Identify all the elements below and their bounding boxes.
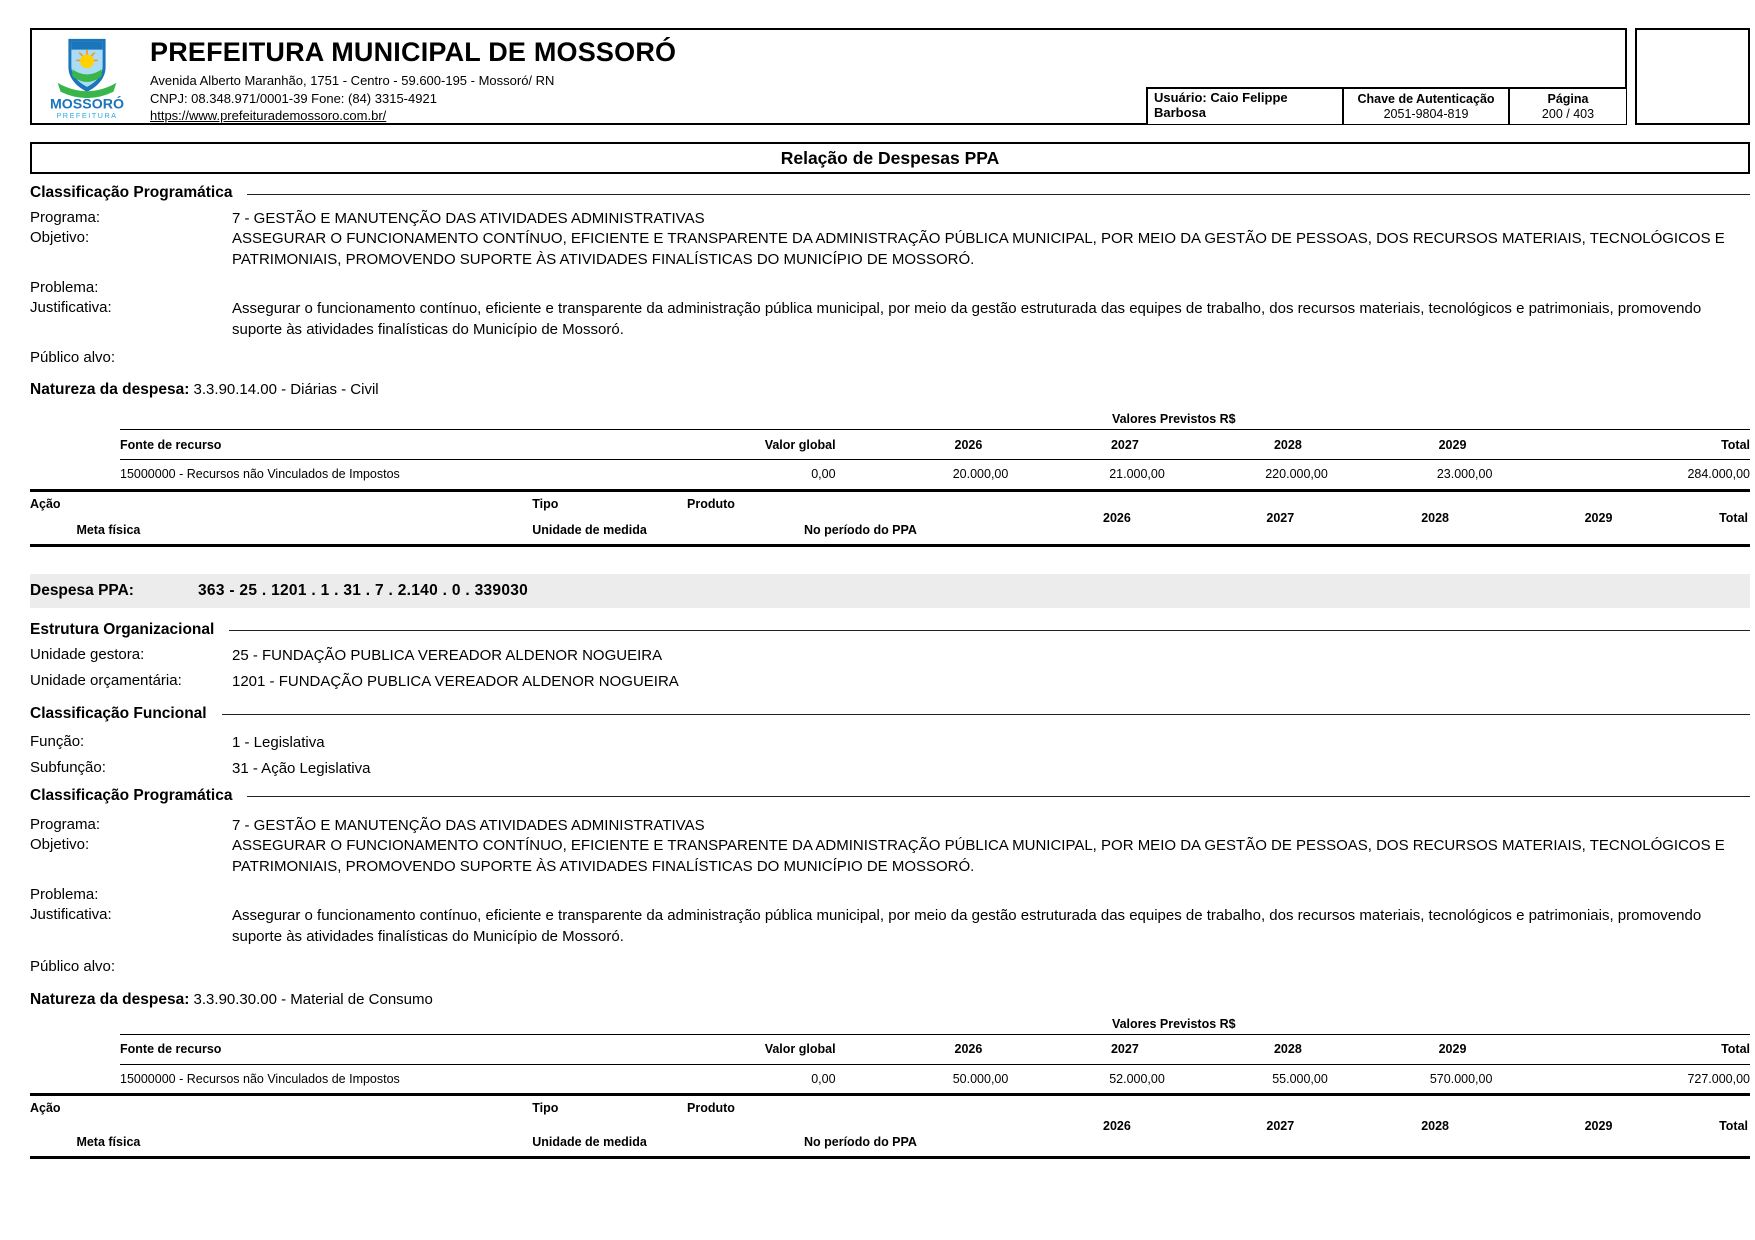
field-value: 1201 - FUNDAÇÃO PUBLICA VEREADOR ALDENOR NOGUEIRA xyxy=(232,672,679,690)
cell-2029: 23.000,00 xyxy=(1436,467,1493,482)
cell-fonte: 15000000 - Recursos não Vinculados de Impostos xyxy=(120,467,400,482)
field-label: Unidade gestora: xyxy=(30,645,145,663)
no-periodo-ppa-label: No período do PPA xyxy=(804,522,917,537)
valores-previstos-title: Valores Previstos R$ xyxy=(1111,412,1236,426)
col-fonte-recurso: Fonte de recurso xyxy=(120,437,222,452)
field-problema xyxy=(30,278,1750,298)
field-subfuncao xyxy=(30,758,1750,778)
website-link[interactable]: https://www.prefeiturademossoro.com.br/ xyxy=(150,108,387,123)
acao-col-2027: 2027 xyxy=(1266,510,1295,525)
natureza-despesa-line xyxy=(30,381,1750,399)
field-label: Programa: xyxy=(30,815,101,833)
meta-fisica-label: Meta física xyxy=(76,1135,141,1149)
field-publico-alvo xyxy=(30,957,1750,977)
field-funcao xyxy=(30,732,1750,752)
section-classificacao-programatica-2 xyxy=(30,786,1750,806)
field-label: Justificativa: xyxy=(30,905,112,923)
page-header xyxy=(30,0,1750,125)
field-justificativa xyxy=(30,298,1750,340)
field-label: Função: xyxy=(30,732,85,750)
section-classificacao-programatica xyxy=(30,183,1750,203)
valores-previstos-title: Valores Previstos R$ xyxy=(1111,1016,1236,1031)
produto-label: Produto xyxy=(687,496,735,511)
field-value: 25 - FUNDAÇÃO PUBLICA VEREADOR ALDENOR NOGUEIRA xyxy=(232,646,663,664)
divider-thick xyxy=(30,544,1750,547)
logo-name-text: MOSSORÓ xyxy=(49,96,125,113)
heading-rule xyxy=(247,796,1750,797)
despesa-ppa-label: Despesa PPA: xyxy=(30,581,134,599)
acao-col-2026: 2026 xyxy=(1103,510,1131,525)
col-valor-global: Valor global xyxy=(764,437,836,452)
col-2028: 2028 xyxy=(1273,1042,1302,1056)
section-heading: Classificação Funcional xyxy=(30,704,207,722)
col-total: Total xyxy=(1721,437,1750,452)
field-value: ASSEGURAR O FUNCIONAMENTO CONTÍNUO, EFICIENTE E TRANSPARENTE DA ADMINISTRAÇÃO PÚBLICA MUNICIPAL, POR MEIO DA GESTÃO DE PESSOAS, DOS RECURSOS MATERIAIS, TECNOLÓGICOS E PATRIMONIAIS, PROMOVENDO SUPORTE ÀS ATIVIDADES FINALÍSTICAS DO MUNICÍPIO DE MOSSORÓ. xyxy=(232,230,1725,268)
field-value xyxy=(232,885,1750,905)
col-2029: 2029 xyxy=(1438,437,1467,452)
auth-key-label: Chave de Autenticação xyxy=(1357,91,1495,106)
mossoro-coat-of-arms-logo xyxy=(44,34,130,124)
page-number-label: Página xyxy=(1547,91,1589,106)
field-programa xyxy=(30,815,1750,835)
field-value: 1 - Legislativa xyxy=(232,733,325,751)
header-meta-table xyxy=(1146,87,1626,124)
section-heading: Classificação Programática xyxy=(30,786,233,804)
cell-2029: 570.000,00 xyxy=(1429,1071,1493,1086)
field-label: Justificativa: xyxy=(30,299,112,316)
field-label: Problema: xyxy=(30,279,99,296)
page-number-value: 200 / 403 xyxy=(1541,106,1595,121)
produto-label: Produto xyxy=(687,1101,735,1115)
col-2027: 2027 xyxy=(1110,437,1139,452)
page-number-cell xyxy=(1510,89,1626,124)
cell-2026: 20.000,00 xyxy=(952,467,1009,482)
section-classificacao-funcional xyxy=(30,704,1750,724)
section-heading: Classificação Programática xyxy=(30,184,233,201)
field-objetivo xyxy=(30,835,1750,877)
field-label: Programa: xyxy=(30,209,101,226)
heading-rule xyxy=(229,630,1750,631)
field-label: Subfunção: xyxy=(30,758,106,776)
field-justificativa xyxy=(30,905,1750,947)
divider-thick xyxy=(30,1156,1750,1159)
field-value xyxy=(232,278,1750,298)
unidade-medida-label: Unidade de medida xyxy=(532,522,647,537)
field-label: Objetivo: xyxy=(30,835,90,853)
field-value xyxy=(232,348,1750,368)
col-total: Total xyxy=(1721,1042,1750,1056)
col-fonte-recurso: Fonte de recurso xyxy=(120,1042,222,1056)
acao-label: Ação xyxy=(30,496,61,511)
user-cell: Usuário: Caio Felippe Barbosa xyxy=(1148,89,1344,124)
field-label: Problema: xyxy=(30,885,99,903)
acao-header-block xyxy=(30,492,1750,544)
header-box xyxy=(30,28,1627,125)
field-label: Unidade orçamentária: xyxy=(30,671,182,689)
cell-2028: 55.000,00 xyxy=(1272,1071,1328,1086)
fontes-table-2 xyxy=(120,1034,1750,1094)
header-gap xyxy=(1627,28,1635,125)
field-label: Público alvo: xyxy=(30,349,116,366)
field-value: Assegurar o funcionamento contínuo, eficiente e transparente da administração pública municipal, por meio da gestão estruturada das equipes de trabalho, dos recursos materiais, tecnológicos e patrimoniais, promovendo suporte às atividades finalísticas do Município de Mossoró. xyxy=(232,906,1702,945)
cell-total: 284.000,00 xyxy=(1687,467,1750,482)
table-row xyxy=(120,460,1750,489)
field-unidade-orcamentaria xyxy=(30,671,1750,691)
section-heading: Estrutura Organizacional xyxy=(30,620,215,638)
natureza-value: 3.3.90.14.00 - Diárias - Civil xyxy=(193,381,379,398)
organization-address: Avenida Alberto Maranhão, 1751 - Centro - 59.600-195 - Mossoró/ RN xyxy=(150,73,555,88)
field-objetivo xyxy=(30,228,1750,270)
cell-valor-global: 0,00 xyxy=(811,467,836,482)
auth-key-cell xyxy=(1344,89,1510,124)
field-value: 7 - GESTÃO E MANUTENÇÃO DAS ATIVIDADES ADMINISTRATIVAS xyxy=(232,210,705,227)
col-2028: 2028 xyxy=(1273,437,1302,452)
acao-col-2028: 2028 xyxy=(1421,1119,1449,1133)
cell-2028: 220.000,00 xyxy=(1265,467,1328,482)
field-value: Assegurar o funcionamento contínuo, eficiente e transparente da administração pública municipal, por meio da gestão estruturada das equipes de trabalho, dos recursos materiais, tecnológicos e patrimoniais, promovendo suporte às atividades finalísticas do Município de Mossoró. xyxy=(232,300,1702,338)
section-estrutura-organizacional xyxy=(30,620,1750,640)
fontes-table-header-row xyxy=(120,1034,1750,1064)
col-2026: 2026 xyxy=(954,1042,983,1056)
no-periodo-ppa-label: No período do PPA xyxy=(804,1135,917,1149)
organization-title: PREFEITURA MUNICIPAL DE MOSSORÓ xyxy=(150,37,677,67)
field-unidade-gestora xyxy=(30,645,1750,665)
col-valor-global: Valor global xyxy=(764,1042,836,1056)
col-2026: 2026 xyxy=(954,437,983,452)
cell-valor-global: 0,00 xyxy=(811,1071,836,1086)
despesa-ppa-band xyxy=(30,574,1750,608)
field-value: ASSEGURAR O FUNCIONAMENTO CONTÍNUO, EFICIENTE E TRANSPARENTE DA ADMINISTRAÇÃO PÚBLICA MUNICIPAL, POR MEIO DA GESTÃO DE PESSOAS, DOS RECURSOS MATERIAIS, TECNOLÓGICOS E PATRIMONIAIS, PROMOVENDO SUPORTE ÀS ATIVIDADES FINALÍSTICAS DO MUNICÍPIO DE MOSSORÓ. xyxy=(232,836,1725,875)
field-publico-alvo xyxy=(30,348,1750,368)
natureza-label: Natureza da despesa: xyxy=(30,381,190,398)
col-2029: 2029 xyxy=(1438,1042,1467,1056)
field-value: 7 - GESTÃO E MANUTENÇÃO DAS ATIVIDADES ADMINISTRATIVAS xyxy=(232,816,705,834)
cell-total: 727.000,00 xyxy=(1687,1071,1750,1086)
acao-col-total: Total xyxy=(1719,1119,1748,1133)
heading-rule xyxy=(222,714,1750,715)
report-title: Relação de Despesas PPA xyxy=(30,142,1750,174)
header-empty-box xyxy=(1635,28,1750,125)
acao-col-2029: 2029 xyxy=(1584,1119,1613,1133)
valores-previstos-title-row xyxy=(30,412,1750,429)
unidade-medida-label: Unidade de medida xyxy=(532,1135,647,1149)
organization-cnpj-phone: CNPJ: 08.348.971/0001-39 Fone: (84) 3315-4921 xyxy=(150,90,437,106)
natureza-despesa-line xyxy=(30,991,1750,1009)
field-programa xyxy=(30,208,1750,228)
field-label: Objetivo: xyxy=(30,229,90,246)
tipo-label: Tipo xyxy=(532,496,559,511)
auth-key-value: 2051-9804-819 xyxy=(1383,106,1469,121)
acao-header-block xyxy=(30,1096,1750,1156)
heading-rule xyxy=(247,194,1750,195)
fontes-table xyxy=(120,429,1750,489)
acao-col-2027: 2027 xyxy=(1266,1119,1295,1133)
acao-col-2028: 2028 xyxy=(1421,510,1449,525)
valores-previstos-title-row xyxy=(30,1017,1750,1034)
field-label: Público alvo: xyxy=(30,957,116,975)
natureza-value: 3.3.90.30.00 - Material de Consumo xyxy=(193,990,433,1008)
field-value: 31 - Ação Legislativa xyxy=(232,759,371,777)
despesa-ppa-code: 363 - 25 . 1201 . 1 . 31 . 7 . 2.140 . 0 . 339030 xyxy=(198,581,529,599)
cell-2027: 52.000,00 xyxy=(1109,1071,1165,1086)
natureza-label: Natureza da despesa: xyxy=(30,990,190,1008)
cell-2026: 50.000,00 xyxy=(952,1071,1009,1086)
cell-2027: 21.000,00 xyxy=(1109,467,1165,482)
tipo-label: Tipo xyxy=(532,1101,559,1115)
acao-col-2029: 2029 xyxy=(1584,510,1613,525)
acao-col-2026: 2026 xyxy=(1103,1119,1131,1133)
acao-label: Ação xyxy=(30,1101,61,1115)
field-problema xyxy=(30,885,1750,905)
col-2027: 2027 xyxy=(1110,1042,1139,1056)
acao-col-total: Total xyxy=(1719,510,1748,525)
field-value xyxy=(232,957,1750,977)
meta-fisica-label: Meta física xyxy=(76,522,141,537)
fontes-table-header-row xyxy=(120,430,1750,460)
cell-fonte: 15000000 - Recursos não Vinculados de Impostos xyxy=(120,1071,400,1086)
logo-subtitle-text: PREFEITURA xyxy=(56,111,118,121)
table-row xyxy=(120,1064,1750,1093)
